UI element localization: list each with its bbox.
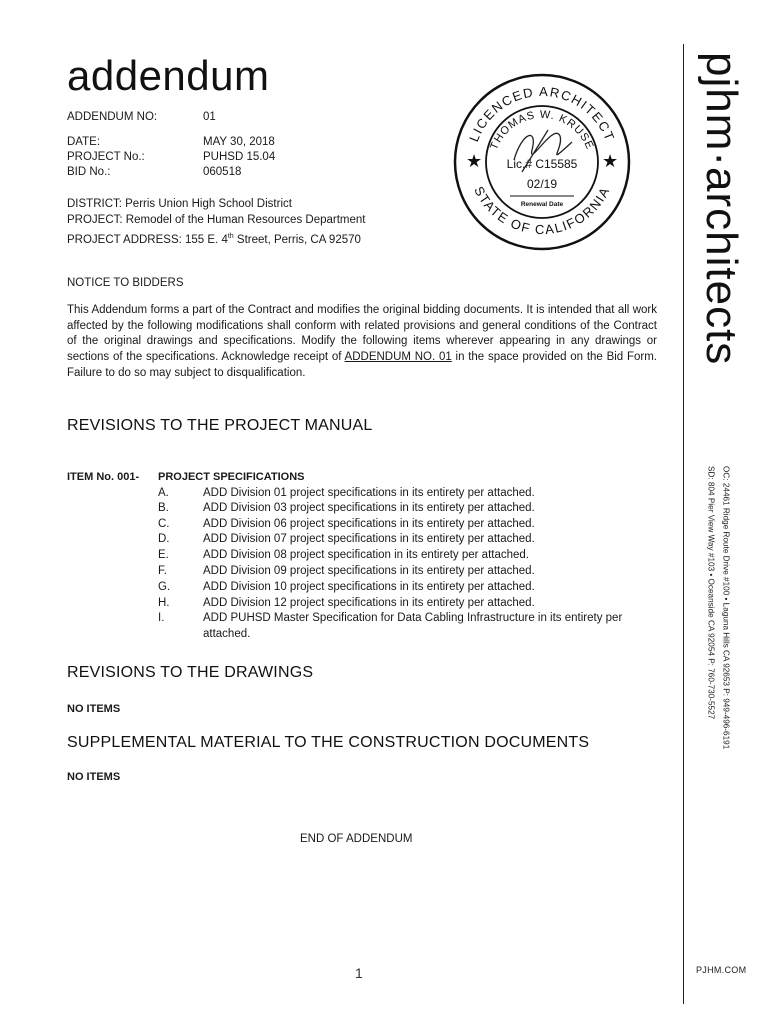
spec-text: ADD Division 09 project specifications in its entirety per attached. <box>203 565 535 577</box>
item-heading <box>67 470 305 486</box>
address-sup: th <box>227 233 234 240</box>
project-address-line <box>67 229 361 249</box>
office-address-oc: OC: 24461 Ridge Route Drive #100 • Laguna Hills CA 92653 P: 949-496-6191 <box>721 466 731 750</box>
section-heading-supplemental: SUPPLEMENTAL MATERIAL TO THE CONSTRUCTION DOCUMENTS <box>67 734 590 751</box>
spec-letter: H. <box>158 597 170 609</box>
no-items-drawings: NO ITEMS <box>67 703 121 715</box>
brand-wordmark: pjhm·architects <box>697 52 746 366</box>
end-of-addendum: END OF ADDENDUM <box>300 833 413 845</box>
meta-date <box>67 135 275 151</box>
spec-letter: B. <box>158 502 169 514</box>
document-title: addendum <box>67 52 270 99</box>
stamp-star-right-icon: ★ <box>602 151 619 171</box>
section-heading-project-manual: REVISIONS TO THE PROJECT MANUAL <box>67 417 373 434</box>
item-label: ITEM No. 001- <box>67 471 140 483</box>
address-suffix: Street, Perris, CA 92570 <box>233 233 361 246</box>
spec-letter: D. <box>158 533 170 545</box>
stamp-renewal-label: Renewal Date <box>520 201 564 208</box>
meta-label: ADDENDUM NO: <box>67 111 158 123</box>
architect-stamp-graphic <box>452 72 632 252</box>
spec-letter: E. <box>158 549 169 561</box>
district-line: DISTRICT: Perris Union High School District <box>67 198 292 210</box>
stamp-renewal: 02/19 <box>526 177 558 191</box>
meta-value: MAY 30, 2018 <box>203 136 275 148</box>
spec-letter: I. <box>158 612 165 624</box>
spec-letter: F. <box>158 565 167 577</box>
spec-text: ADD Division 03 project specifications in its entirety per attached. <box>203 502 535 514</box>
stamp-license: Lic.# C15585 <box>506 157 578 171</box>
stamp-name-arc: THOMAS W. KRUSE <box>488 108 596 152</box>
spec-text: ADD Division 07 project specifications in its entirety per attached. <box>203 533 535 545</box>
address-prefix: PROJECT ADDRESS: 155 E. 4 <box>67 233 228 246</box>
website-link[interactable]: PJHM.COM <box>696 965 747 975</box>
notice-paragraph <box>67 303 657 382</box>
meta-bid-no <box>67 165 241 181</box>
meta-addendum-no <box>67 110 216 126</box>
notice-text-2: in the space provided on the Bid Form. Failure to do so may subject to disqualification. <box>67 351 657 379</box>
spec-letter: G. <box>158 581 171 593</box>
spec-letter: C. <box>158 518 170 530</box>
meta-label: DATE: <box>67 136 101 148</box>
architect-stamp <box>452 72 632 252</box>
notice-text-1: This Addendum forms a part of the Contract and modifies the original bidding documents. It is intended that all work affected by the following modifications shall conform with related provisions and general conditions of the Contract of the original drawings and specifications. Modify the following items wherever appearing in any drawings or sections of the specifications. Acknowledge receipt of <box>67 304 657 364</box>
stamp-bottom-arc: STATE OF CALIFORNIA <box>471 183 613 238</box>
meta-value: 01 <box>203 111 216 123</box>
svg-text:STATE OF CALIFORNIA <box>471 184 613 237</box>
spec-text: ADD Division 01 project specifications in its entirety per attached. <box>203 487 535 499</box>
spec-letter: A. <box>158 487 169 499</box>
page-number: 1 <box>355 965 363 981</box>
project-line: PROJECT: Remodel of the Human Resources Department <box>67 214 366 226</box>
spec-text: ADD Division 08 project specification in its entirety per attached. <box>203 549 529 561</box>
stamp-star-left-icon: ★ <box>466 151 483 171</box>
item-title: PROJECT SPECIFICATIONS <box>158 471 305 483</box>
sidebar-divider <box>683 44 684 1004</box>
spec-text: ADD Division 06 project specifications in its entirety per attached. <box>203 518 535 530</box>
meta-label: PROJECT No.: <box>67 151 145 163</box>
stamp-top-arc: LICENCED ARCHITECT <box>466 83 618 144</box>
meta-value: 060518 <box>203 166 242 178</box>
notice-addendum-ref: ADDENDUM NO. 01 <box>344 351 452 364</box>
spec-text: ADD Division 12 project specifications in its entirety per attached. <box>203 597 535 609</box>
section-heading-drawings: REVISIONS TO THE DRAWINGS <box>67 664 314 681</box>
meta-value: PUHSD 15.04 <box>203 151 276 163</box>
meta-project-no <box>67 150 275 166</box>
notice-heading: NOTICE TO BIDDERS <box>67 277 184 289</box>
spec-text: ADD Division 10 project specifications in its entirety per attached. <box>203 581 535 593</box>
no-items-supplemental: NO ITEMS <box>67 771 121 783</box>
office-address-sd: SD: 804 Pier View Way #103 • Oceanside CA 92054 P: 760-730-5527 <box>706 466 716 720</box>
meta-label: BID No.: <box>67 166 111 178</box>
spec-text: ADD PUHSD Master Specification for Data Cabling Infrastructure in its entirety per attached. <box>203 612 623 640</box>
